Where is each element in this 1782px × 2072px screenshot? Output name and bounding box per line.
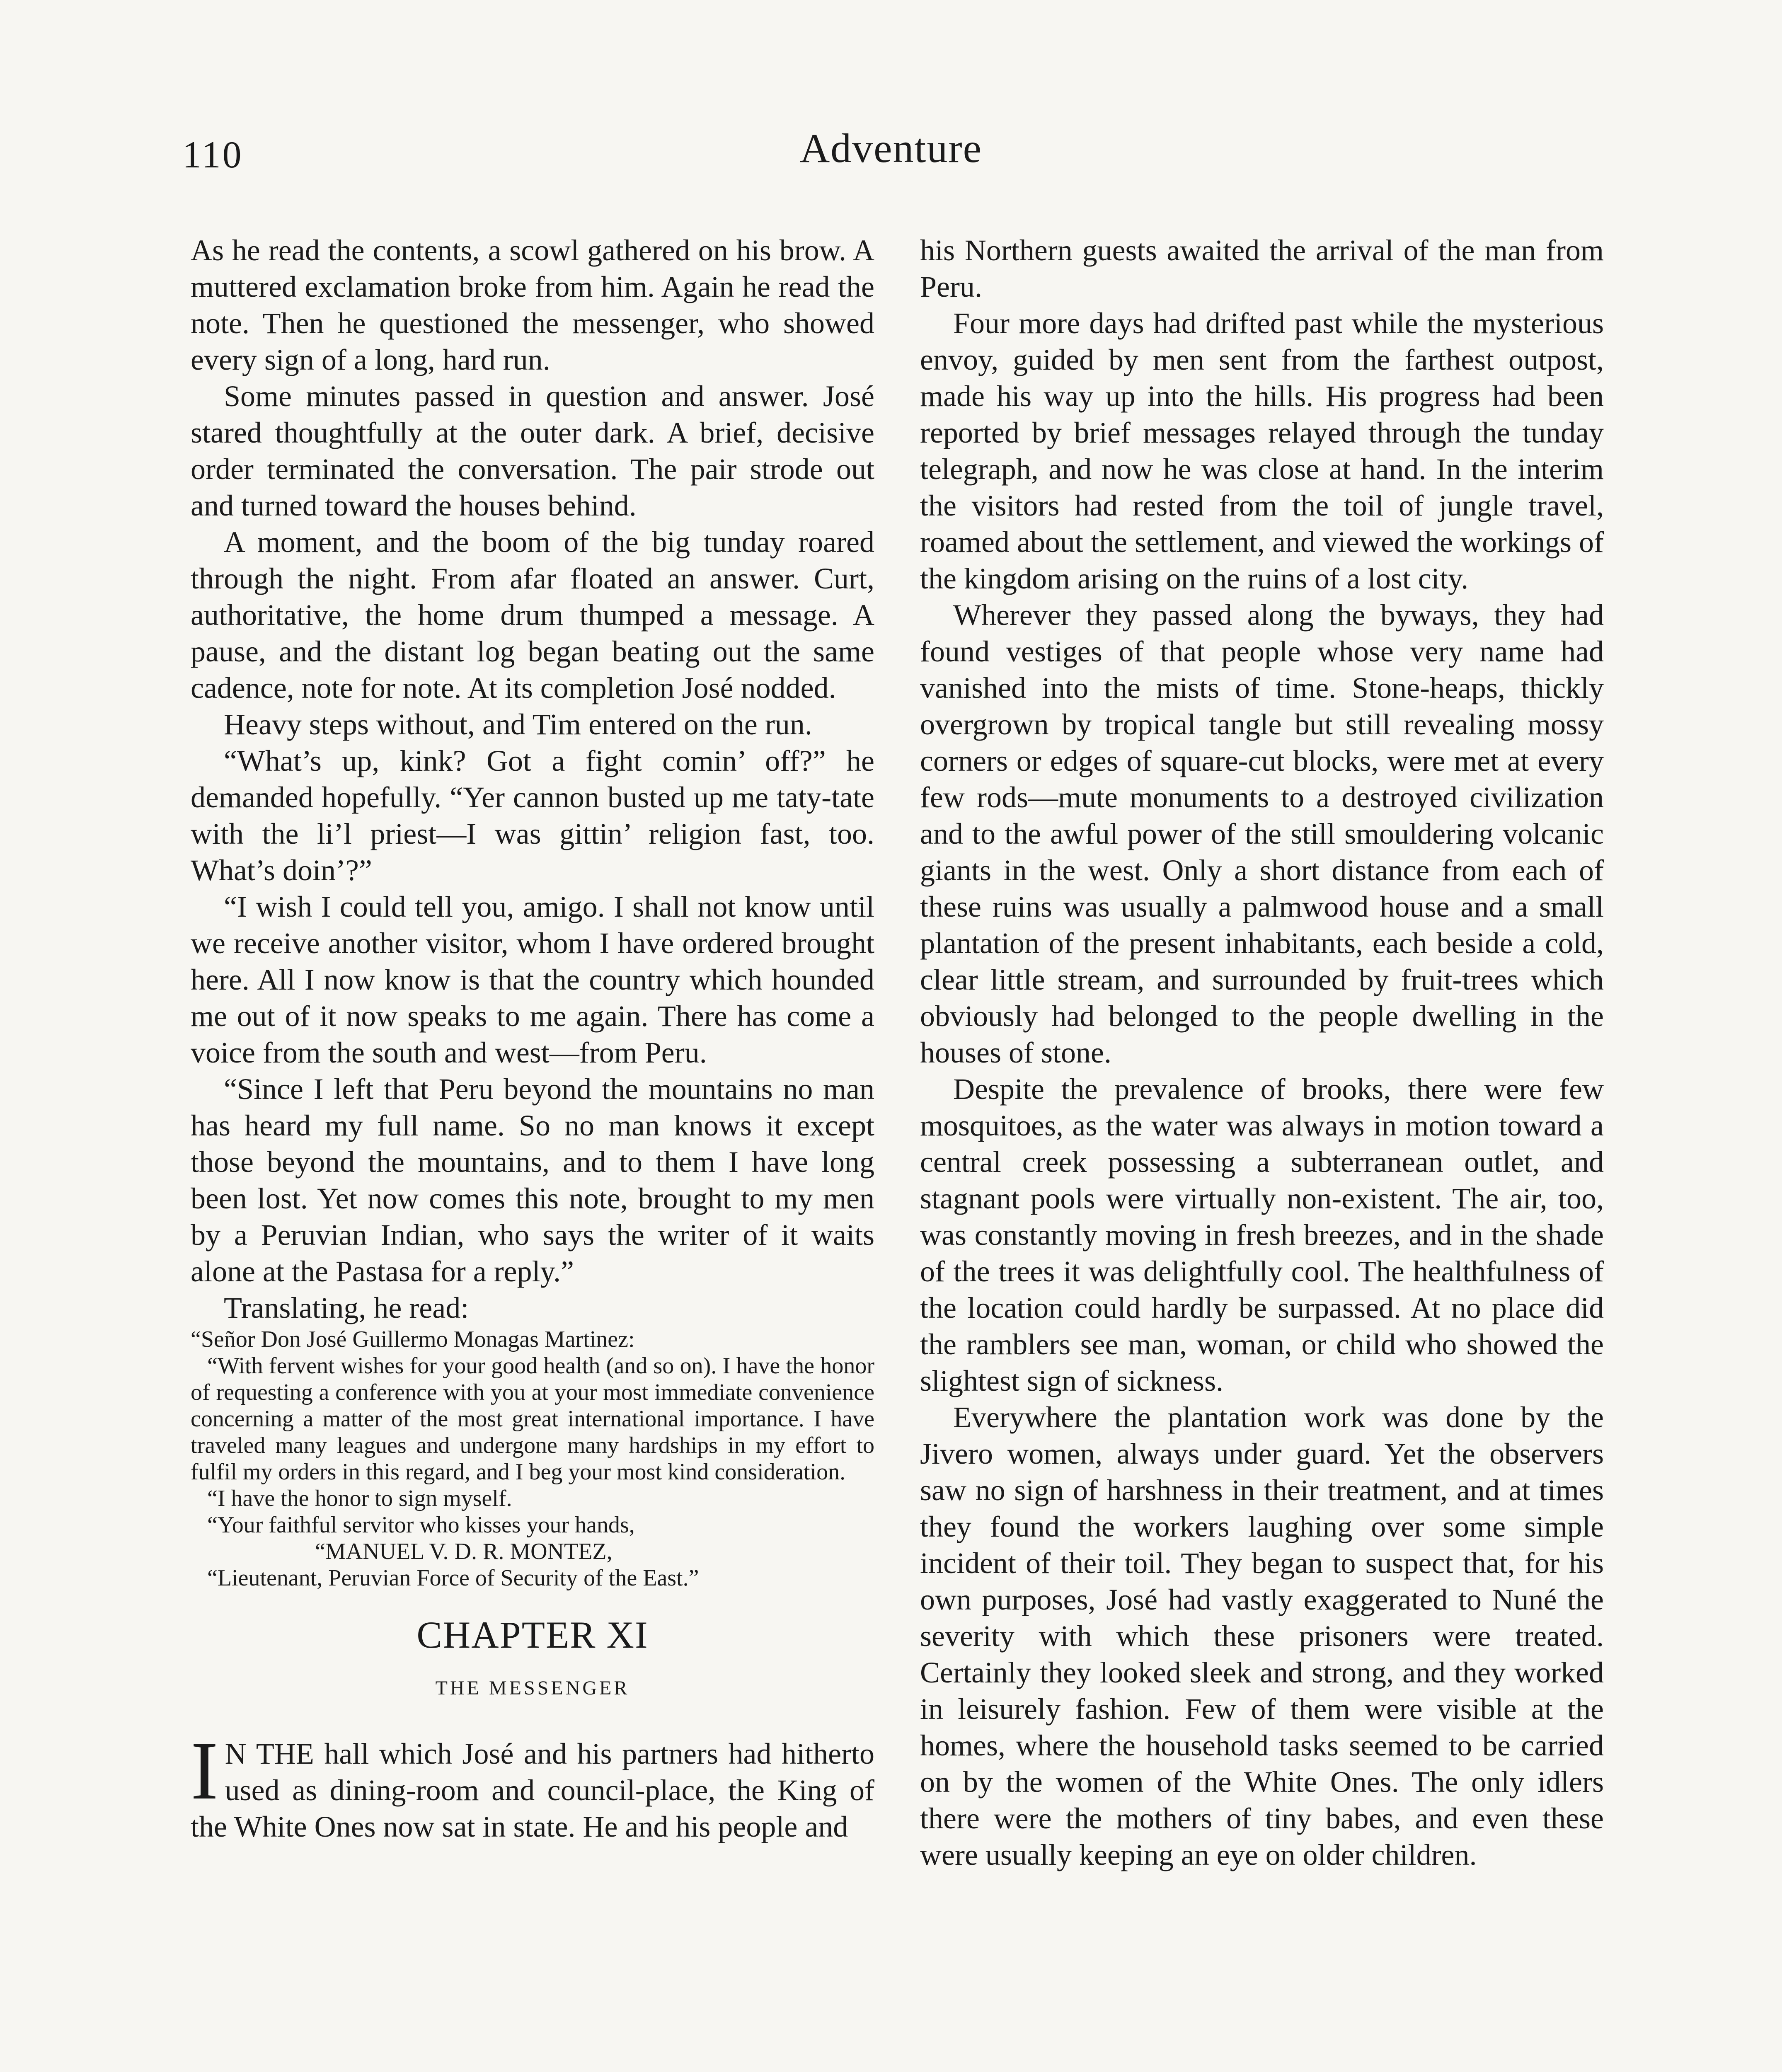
paragraph: “Since I left that Peru beyond the mountains no man has heard my full name. So no man knows it except those beyond the mountains, and to them I have long been lost. Yet now comes this note, brought to my men by a Peruvian Indian, who says the writer of it waits alone at the Pastasa for a reply.” — [191, 1072, 874, 1288]
chapter-subtitle: THE MESSENGER — [435, 1677, 630, 1699]
letter-servitor: “Your faithful servitor who kisses your hands, — [207, 1512, 635, 1538]
quoted-letter — [191, 1326, 874, 1591]
paragraph: Wherever they passed along the byways, they had found vestiges of that people whose very name had vanished into the mists of time. Stone-heaps, thickly overgrown by tropical tangle but still revealing mossy corners or edges of square-cut blocks, were met at every few rods—mute monuments to a destroyed civilization and to the awful power of the still smouldering volcanic giants in the west. Only a short distance from each of these ruins was usually a palmwood house and a small plantation of the present inhabitants, each beside a cold, clear little stream, and surrounded by fruit-trees which obviously had belonged to the people dwelling in the houses of stone. — [920, 598, 1604, 1069]
paragraph: Heavy steps without, and Tim entered on the run. — [224, 708, 812, 741]
paragraph: his Northern guests awaited the arrival of the man from Peru. — [920, 234, 1604, 303]
letter-salutation: “Señor Don José Guillermo Monagas Martinez: — [191, 1326, 635, 1352]
paragraph: Four more days had drifted past while the mysterious envoy, guided by men sent from the farthest outpost, made his way up into the hills. His progress had been reported by brief messages relayed through the tunday telegraph, and now he was close at hand. In the interim the visitors had rested from the toil of jungle travel, roamed about the settlement, and viewed the workings of the kingdom arising on the ruins of a lost city. — [920, 307, 1604, 595]
paragraph: “What’s up, kink? Got a fight comin’ off?” he demanded hopefully. “Yer cannon busted up me taty-tate with the li’l priest—I was gittin’ religion fast, too. What’s doin’?” — [191, 744, 874, 887]
letter-closing: “I have the honor to sign myself. — [207, 1486, 512, 1511]
drop-cap: I — [191, 1725, 218, 1817]
page-number: 110 — [182, 133, 243, 176]
paragraph: Translating, he read: — [224, 1291, 469, 1324]
running-title: Adventure — [799, 125, 983, 171]
chapter-heading: CHAPTER XI — [416, 1614, 649, 1656]
right-column — [920, 232, 1604, 1873]
paragraph: “I wish I could tell you, amigo. I shall not know until we receive another visitor, whom I have ordered brought here. All I now know is that the country which hounded me out of it now speaks to me again. There has come a voice from the south and west—from Peru. — [191, 890, 874, 1069]
paragraph: Some minutes passed in question and answer. José stared thoughtfully at the outer dark. A brief, decisive order terminated the conversation. The pair strode out and turned toward the houses behind. — [191, 380, 874, 522]
left-column — [191, 232, 874, 1845]
page-header — [0, 0, 1782, 207]
letter-body: “With fervent wishes for your good health (and so on). I have the honor of requesting a conference with you at your most immediate convenience concerning a matter of the most great international importance. I have traveled many leagues and undergone many hardships in my effort to fulfil my orders in this regard, and I beg your most kind consideration. — [191, 1353, 874, 1485]
paragraph: Despite the prevalence of brooks, there were few mosquitoes, as the water was always in motion toward a central creek possessing a subterranean outlet, and stagnant pools were virtually non-existent. The air, too, was constantly moving in fresh breezes, and in the shade of the trees it was delightfully cool. The healthfulness of the location could hardly be surpassed. At no place did the ramblers see man, woman, or child who showed the slightest sign of sickness. — [920, 1072, 1604, 1397]
paragraph: Everywhere the plantation work was done by the Jivero women, always under guard. Yet the observers saw no sign of harshness in their treatment, and at times they found the workers laughing over some simple incident of their toil. They began to suspect that, for his own purposes, José had vastly exaggerated to Nuné the severity with which these prisoners were treated. Certainly they looked sleek and strong, and they worked in leisurely fashion. Few of them were visible at the homes, where the household tasks seemed to be carried on by the women of the White Ones. The only idlers there were the mothers of tiny babes, and even these were usually keeping an eye on older children. — [920, 1401, 1604, 1871]
letter-rank: “Lieutenant, Peruvian Force of Security of the East.” — [207, 1565, 699, 1591]
paragraph: As he read the contents, a scowl gathered on his brow. A muttered exclamation broke from him. Again he read the note. Then he questioned the messenger, who showed every sign of a long, hard run. — [191, 234, 874, 376]
chapter-opening-paragraph — [191, 1725, 874, 1845]
paragraph: A moment, and the boom of the big tunday roared through the night. From afar floated an answer. Curt, authoritative, the home drum thumped a message. A pause, and the distant log began beating out the same cadence, note for note. At its completion José nodded. — [191, 525, 874, 704]
opening-text: N THE hall which José and his partners had hitherto used as dining-room and council-place, the King of the White Ones now sat in state. He and his people and — [191, 1737, 874, 1843]
letter-signature: “MANUEL V. D. R. MONTEZ, — [315, 1539, 613, 1564]
